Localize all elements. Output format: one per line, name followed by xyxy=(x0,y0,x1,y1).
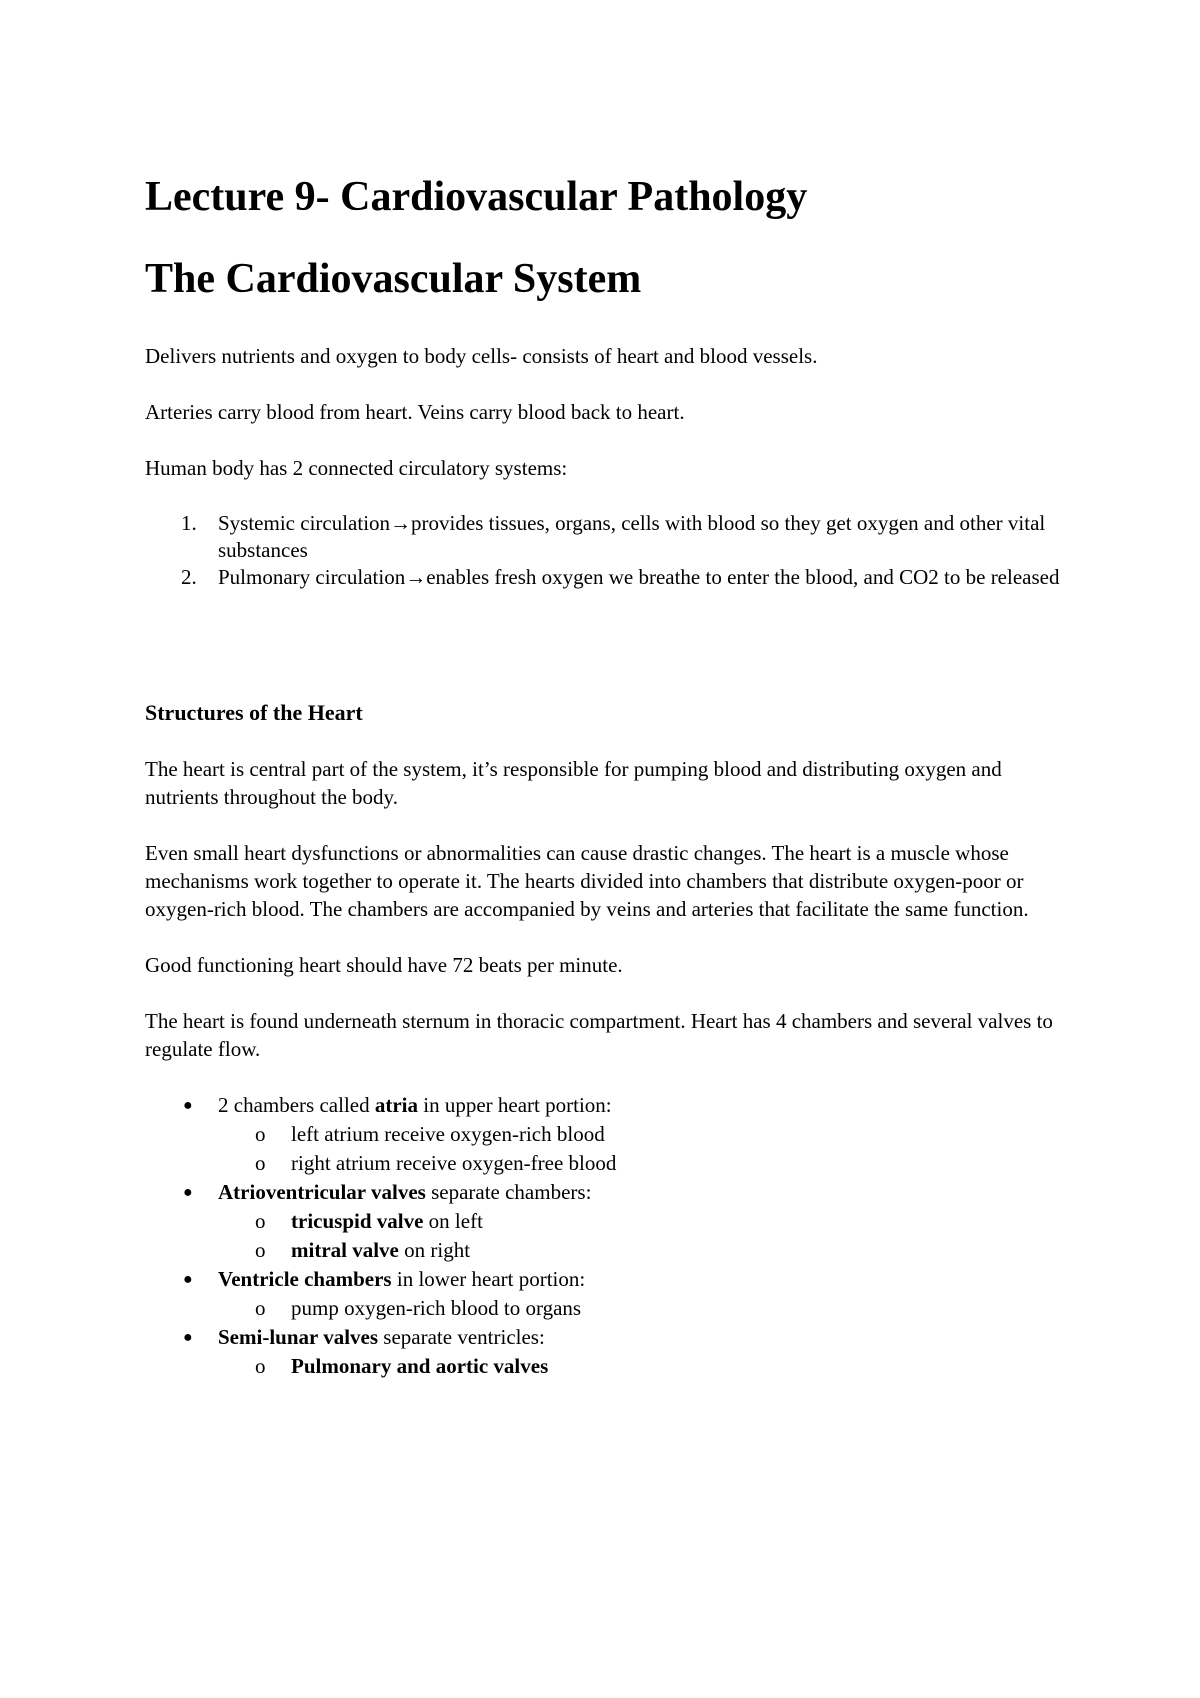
intro-paragraph-1: Delivers nutrients and oxygen to body cells- consists of heart and blood vessels. xyxy=(145,344,818,368)
sub-list-item: o mitral valve on right xyxy=(145,1236,1065,1265)
page-title: Lecture 9- Cardiovascular Pathology xyxy=(145,174,808,220)
circle-bullet-icon: o xyxy=(255,1209,266,1233)
section-title: The Cardiovascular System xyxy=(145,256,642,302)
sub-list xyxy=(218,1120,1065,1178)
list-item-systemic xyxy=(145,510,1065,564)
list-item-pulmonary xyxy=(145,564,1065,591)
heart-paragraph-1: The heart is central part of the system, it’s responsible for pumping blood and distributing oxygen and nutrients throughout the body. xyxy=(145,757,1002,809)
circle-bullet-icon: o xyxy=(255,1122,266,1146)
bullet-icon: ● xyxy=(183,1184,193,1201)
intro-paragraph-2: Arteries carry blood from heart. Veins carry blood back to heart. xyxy=(145,400,685,424)
heart-paragraph-4: The heart is found underneath sternum in thoracic compartment. Heart has 4 chambers and several valves to regulate flow. xyxy=(145,1009,1053,1061)
list-item-semilunar-valves: ● Semi-lunar valves separate ventricles: o Pulmonary and aortic valves xyxy=(145,1323,1065,1381)
sub-list-item: o right atrium receive oxygen-free blood xyxy=(145,1149,1065,1178)
sub-list-item: o tricuspid valve on left xyxy=(145,1207,1065,1236)
heart-paragraph-3: Good functioning heart should have 72 beats per minute. xyxy=(145,953,623,977)
intro-paragraph-3: Human body has 2 connected circulatory systems: xyxy=(145,456,568,480)
heart-heading: Structures of the Heart xyxy=(145,700,363,725)
sub-list-item: o left atrium receive oxygen-rich blood xyxy=(145,1120,1065,1149)
circle-bullet-icon: o xyxy=(255,1151,266,1175)
sub-list-item: o Pulmonary and aortic valves xyxy=(145,1352,1065,1381)
sub-list xyxy=(218,1294,1065,1323)
circle-bullet-icon: o xyxy=(255,1354,266,1378)
bullet-icon: ● xyxy=(183,1271,193,1288)
sub-list-item: o pump oxygen-rich blood to organs xyxy=(145,1294,1065,1323)
bullet-icon: ● xyxy=(183,1329,193,1346)
list-item-av-valves: ● Atrioventricular valves separate chambers: o tricuspid valve on left o mitral valve on right xyxy=(145,1178,1065,1265)
list-item-atria: ● 2 chambers called atria in upper heart portion: o left atrium receive oxygen-rich blood o right atrium receive oxygen-free blood xyxy=(145,1091,1065,1178)
circle-bullet-icon: o xyxy=(255,1238,266,1262)
list-item-text: Pulmonary circulation→enables fresh oxygen we breathe to enter the blood, and CO2 to be released xyxy=(218,565,1060,589)
list-item-ventricles: ● Ventricle chambers in lower heart portion: o pump oxygen-rich blood to organs xyxy=(145,1265,1065,1323)
bullet-icon: ● xyxy=(183,1097,193,1114)
spacer xyxy=(145,591,1065,699)
list-number: 2. xyxy=(181,565,197,589)
sub-list xyxy=(218,1352,1065,1381)
document-page xyxy=(145,176,1065,1381)
list-item-text: Systemic circulation→provides tissues, organs, cells with blood so they get oxygen and other vital substances xyxy=(218,511,1046,562)
list-number: 1. xyxy=(181,511,197,535)
heart-paragraph-2: Even small heart dysfunctions or abnormalities can cause drastic changes. The heart is a muscle whose mechanisms work together to operate it. The hearts divided into chambers that distribute oxygen-poor or oxygen-rich blood. The chambers are accompanied by veins and arteries that facilitate the same function. xyxy=(145,841,1029,921)
circle-bullet-icon: o xyxy=(255,1296,266,1320)
sub-list xyxy=(218,1207,1065,1265)
heart-structure-list xyxy=(145,1091,1065,1381)
circulation-list xyxy=(145,510,1065,591)
